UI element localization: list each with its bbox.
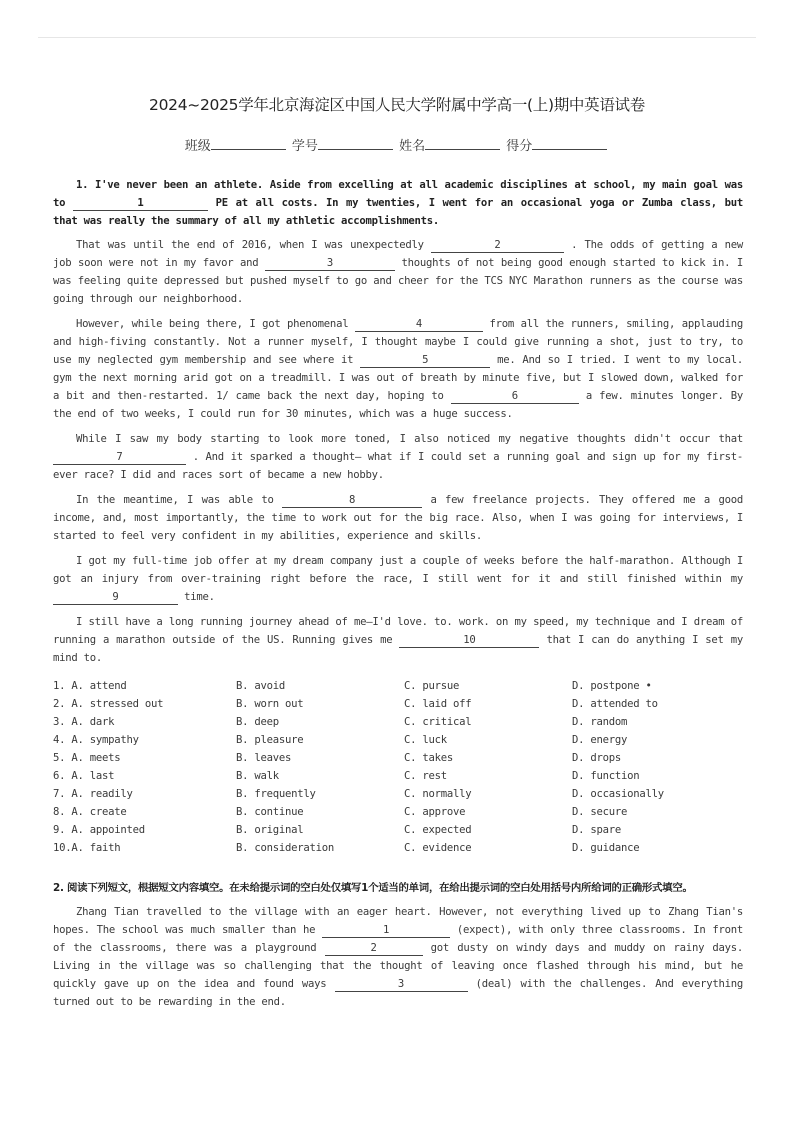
option-choice[interactable]: 7. A. readily: [53, 788, 133, 800]
name-label: 姓名: [399, 139, 426, 154]
q2-heading: 2. 阅读下列短文，根据短文内容填空。在未给提示词的空白处仅填写1个适当的单词，在给出提示词的空白处用括号内所给词的正确形式填空。: [53, 882, 693, 894]
option-row: [53, 695, 743, 713]
paragraph-text: (expect), with only three classrooms. In front of the classrooms, there was a playground: [53, 924, 743, 954]
option-choice[interactable]: 4. A. sympathy: [53, 734, 139, 746]
option-choice[interactable]: 1. A. attend: [53, 680, 127, 692]
q1-paragraph: [53, 552, 743, 606]
option-row: [53, 785, 743, 803]
paragraph-text: I still have a long running journey ahead of me—I'd love. to. work. on my speed, my technique and I dream of running a marathon outside of the US. Running gives me: [53, 616, 743, 646]
blank-1[interactable]: 1: [73, 197, 208, 211]
option-choice[interactable]: D. drops: [572, 752, 622, 764]
blank-3[interactable]: 3: [265, 257, 395, 271]
q1-intro-text-cont: PE at all costs. In my twenties, I went for an occasional yoga or Zumba class, but that was really the summary of all my athletic accomplishments.: [53, 197, 743, 227]
option-choice[interactable]: C. pursue: [404, 680, 460, 692]
option-choice[interactable]: D. occasionally: [572, 788, 664, 800]
student-id-label: 学号: [291, 139, 318, 154]
score-label: 得分: [506, 139, 533, 154]
paragraph-text: got dusty on windy days and muddy on rainy days. Living in the village was so challenging that the thought of leaving once flashed through his mind, but he quickly gave up on the idea and found ways: [53, 942, 743, 990]
option-choice[interactable]: B. leaves: [236, 752, 292, 764]
paragraph-text: a few. minutes longer. By the end of two weeks, I could run for 30 minutes, which was a huge success.: [53, 390, 743, 420]
q1-intro-text: 1. I've never been an athlete. Aside from excelling at all academic disciplines at school, my main goal was to: [53, 179, 743, 209]
option-choice[interactable]: C. evidence: [404, 842, 472, 854]
option-choice[interactable]: B. original: [236, 824, 304, 836]
exam-content: [53, 176, 743, 1018]
option-choice[interactable]: 9. A. appointed: [53, 824, 145, 836]
class-field[interactable]: [211, 137, 286, 150]
option-row: [53, 839, 743, 857]
paragraph-text: that I can do anything I set my mind to.: [53, 634, 743, 664]
option-choice[interactable]: D. energy: [572, 734, 628, 746]
option-choice[interactable]: C. normally: [404, 788, 472, 800]
paragraph-text: a few freelance projects. They offered me a good income, and, most importantly, the time to work out for the big race. Also, when I was going for interviews, I started to feel very confident in my abilities, experience and skills.: [53, 494, 743, 542]
options-table: [53, 677, 743, 857]
blank-8[interactable]: 8: [282, 494, 422, 508]
option-choice[interactable]: D. secure: [572, 806, 628, 818]
option-choice[interactable]: B. deep: [236, 716, 279, 728]
paragraph-text: from all the runners, smiling, applauding and high-fiving constantly. Not a runner myself, I thought maybe I could give running a shot, just to try, to use my neglected gym membership and see where it: [53, 318, 743, 366]
option-choice[interactable]: D. postpone •: [572, 680, 652, 692]
paragraph-text: In the meantime, I was able to: [76, 494, 274, 506]
q1-paragraph: [53, 491, 743, 545]
name-field[interactable]: [425, 137, 500, 150]
paragraph-text: Zhang Tian travelled to the village with an eager heart. However, not everything lived up to Zhang Tian's hopes. The school was much smaller than he: [53, 906, 743, 936]
blank-9[interactable]: 9: [53, 591, 178, 605]
option-choice[interactable]: C. rest: [404, 770, 447, 782]
option-row: [53, 713, 743, 731]
paragraph-text: (deal) with the challenges. And everything turned out to be rewarding in the end.: [53, 978, 744, 1008]
q1-intro: [53, 176, 743, 230]
option-choice[interactable]: D. attended to: [572, 698, 658, 710]
paragraph-text: . The odds of getting a new job soon were not in my favor and: [53, 239, 743, 269]
paragraph-text: time.: [184, 591, 215, 603]
option-choice[interactable]: D. spare: [572, 824, 622, 836]
option-choice[interactable]: C. approve: [404, 806, 466, 818]
option-choice[interactable]: 8. A. create: [53, 806, 127, 818]
paragraph-text: I got my full-time job offer at my dream company just a couple of weeks before the half-marathon. Although I got an injury from over-training right before the race, I still went for it and still finished within my: [53, 555, 743, 585]
paragraph-text: thoughts of not being good enough started to kick in. I was feeling quite depressed but pushed myself to go and cheer for the TCS NYC Marathon runners as the course was going through our neighborhood.: [53, 257, 743, 305]
option-choice[interactable]: D. function: [572, 770, 640, 782]
blank-4[interactable]: 4: [355, 318, 483, 332]
blank-2[interactable]: 2: [431, 239, 564, 253]
option-choice[interactable]: C. luck: [404, 734, 447, 746]
option-row: [53, 677, 743, 695]
exam-title: 2024~2025学年北京海淀区中国人民大学附属中学高一(上)期中英语试卷: [149, 96, 645, 114]
score-field[interactable]: [532, 137, 607, 150]
option-choice[interactable]: B. worn out: [236, 698, 304, 710]
option-choice[interactable]: B. pleasure: [236, 734, 304, 746]
option-choice[interactable]: B. avoid: [236, 680, 286, 692]
option-choice[interactable]: D. random: [572, 716, 628, 728]
option-choice[interactable]: B. walk: [236, 770, 279, 782]
q1-paragraph: [53, 613, 743, 667]
student-info-row: [0, 135, 794, 154]
paragraph-text: While I saw my body starting to look more toned, I also noticed my negative thoughts didn't occur that: [76, 433, 743, 445]
option-choice[interactable]: 2. A. stressed out: [53, 698, 164, 710]
q1-paragraph: [53, 315, 743, 423]
option-choice[interactable]: 10.A. faith: [53, 842, 121, 854]
option-choice[interactable]: C. laid off: [404, 698, 472, 710]
option-choice[interactable]: C. expected: [404, 824, 472, 836]
option-choice[interactable]: D. guidance: [572, 842, 640, 854]
blank-6[interactable]: 6: [451, 390, 579, 404]
option-row: [53, 731, 743, 749]
option-row: [53, 803, 743, 821]
q2-paragraph: [53, 903, 743, 1011]
paragraph-text: However, while being there, I got phenomenal: [76, 318, 349, 330]
option-choice[interactable]: C. takes: [404, 752, 454, 764]
paragraph-text: . And it sparked a thought— what if I could set a running goal and sign up for my first-ever race? I did and races sort of became a new hobby.: [53, 451, 743, 481]
blank-10[interactable]: 10: [399, 634, 539, 648]
option-choice[interactable]: 3. A. dark: [53, 716, 115, 728]
blank-5[interactable]: 5: [360, 354, 490, 368]
option-choice[interactable]: B. continue: [236, 806, 304, 818]
option-row: [53, 767, 743, 785]
class-label: 班级: [184, 139, 211, 154]
q1-paragraph: [53, 430, 743, 484]
option-choice[interactable]: 5. A. meets: [53, 752, 121, 764]
option-choice[interactable]: B. consideration: [236, 842, 335, 854]
option-choice[interactable]: 6. A. last: [53, 770, 115, 782]
blank-7[interactable]: 7: [53, 451, 186, 465]
paragraph-text: me. And so I tried. I went to my local. gym the next morning arid got on a treadmill. I was out of breath by minute five, but I slowed down, walked for a bit and then-restarted. 1/ came back the next day, hoping to: [53, 354, 743, 402]
student-id-field[interactable]: [318, 137, 393, 150]
q2-blank-3[interactable]: 3: [335, 978, 468, 992]
q2-blank-2[interactable]: 2: [325, 942, 423, 956]
option-row: [53, 749, 743, 767]
q1-paragraph: [53, 236, 743, 308]
paragraph-text: That was until the end of 2016, when I was unexpectedly: [76, 239, 424, 251]
option-row: [53, 821, 743, 839]
top-divider: [38, 37, 756, 38]
q2-blank-1[interactable]: 1: [322, 924, 450, 938]
option-choice[interactable]: C. critical: [404, 716, 472, 728]
option-choice[interactable]: B. frequently: [236, 788, 316, 800]
